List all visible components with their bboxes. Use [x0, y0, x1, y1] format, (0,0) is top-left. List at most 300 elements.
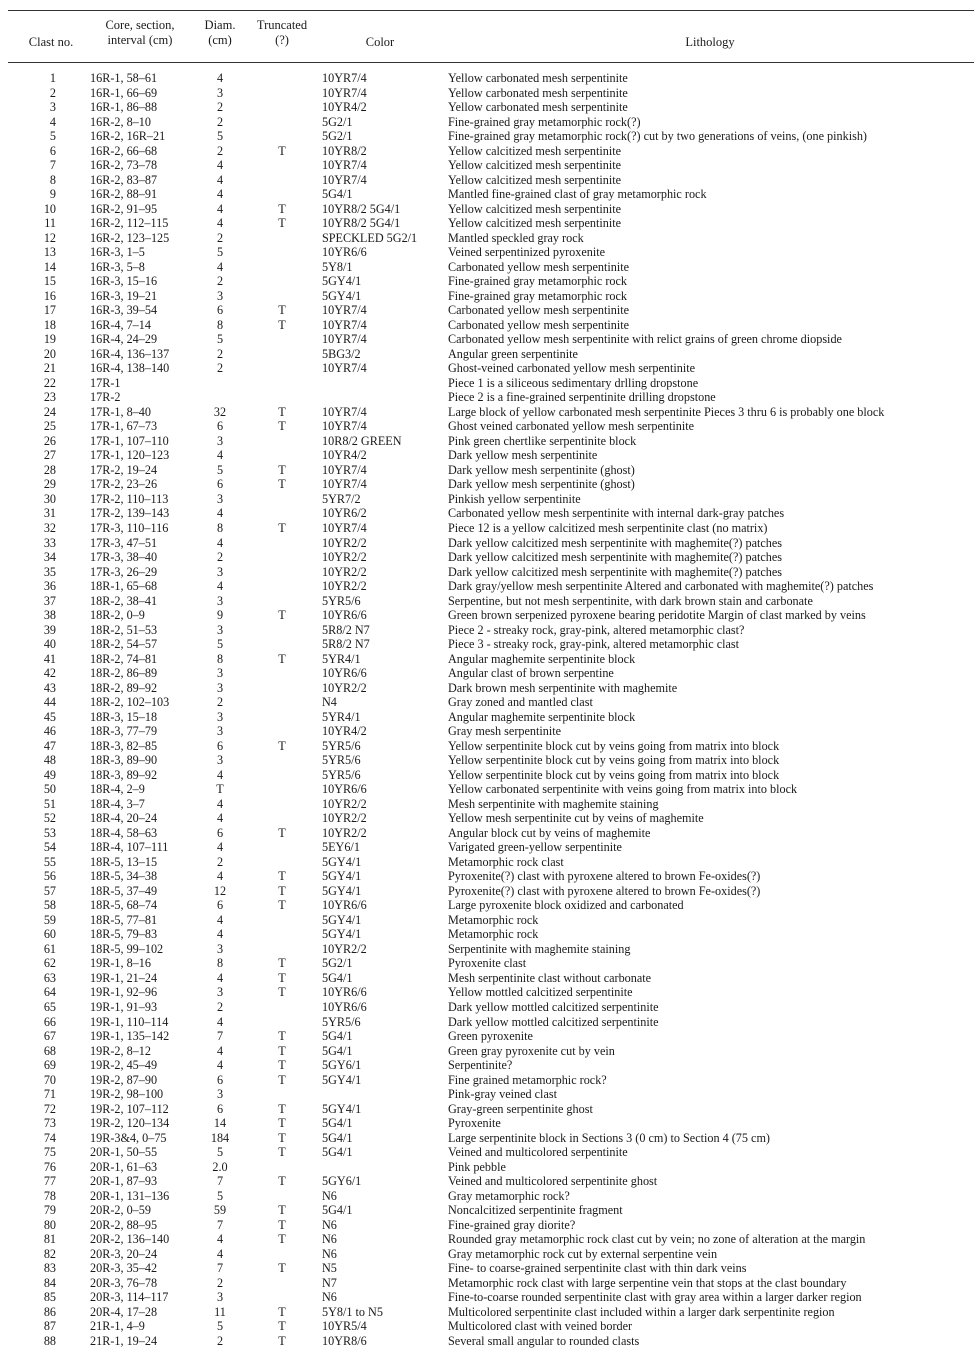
color-cell: 10YR7/4 — [322, 172, 367, 187]
table-row — [0, 579, 979, 594]
core-interval-cell: 18R-4, 107–111 — [90, 840, 169, 855]
diameter-cell: 12 — [213, 883, 227, 898]
truncated-cell: T — [278, 317, 286, 332]
diameter-cell: 2 — [216, 361, 224, 376]
diameter-cell: 6 — [216, 1101, 224, 1116]
clast-number-cell: 58 — [43, 898, 56, 913]
clast-number-cell: 6 — [49, 143, 56, 158]
lithology-cell: Carbonated yellow mesh serpentinite — [448, 259, 630, 274]
table-row — [0, 71, 979, 86]
color-cell: 5YR4/1 — [322, 709, 361, 724]
lithology-cell: Carbonated yellow mesh serpentinite — [448, 303, 630, 318]
clast-number-cell: 38 — [43, 608, 56, 623]
lithology-cell: Angular block cut by veins of maghemite — [448, 825, 651, 840]
lithology-cell: Yellow carbonated serpentinite with veins going from matrix into block — [448, 782, 798, 797]
clast-number-cell: 9 — [49, 187, 56, 202]
diameter-cell: 4 — [216, 535, 224, 550]
lithology-cell: Pyroxenite(?) clast with pyroxene altered to brown Fe-oxides(?) — [448, 869, 761, 884]
core-interval-cell: 16R-1, 66–69 — [90, 85, 158, 100]
table-row — [0, 1218, 979, 1233]
color-cell: 5G4/1 — [322, 1203, 353, 1218]
lithology-cell: Pink pebble — [448, 1159, 506, 1174]
lithology-cell: Gray zoned and mantled clast — [448, 695, 593, 710]
diameter-cell: 8 — [216, 520, 224, 535]
lithology-cell: Carbonated yellow mesh serpentinite with relict grains of green chrome diopside — [448, 332, 842, 347]
core-interval-cell: 20R-1, 61–63 — [90, 1159, 158, 1174]
table-row — [0, 448, 979, 463]
diameter-cell: 4 — [216, 1232, 224, 1247]
table-row — [0, 898, 979, 913]
clast-number-cell: 36 — [43, 579, 56, 594]
lithology-cell: Pink green chertlike serpentinite block — [448, 433, 637, 448]
table-row — [0, 1015, 979, 1030]
clast-number-cell: 73 — [43, 1116, 56, 1131]
table-row — [0, 115, 979, 130]
core-interval-cell: 16R-2, 83–87 — [90, 172, 158, 187]
color-cell: 5GY4/1 — [322, 854, 362, 869]
clast-number-cell: 5 — [49, 129, 56, 144]
core-interval-cell: 17R-1, 8–40 — [90, 404, 151, 419]
color-cell: 10YR6/6 — [322, 666, 367, 681]
color-cell: 5GY6/1 — [322, 1058, 362, 1073]
lithology-cell: Metamorphic rock — [448, 912, 539, 927]
clast-number-cell: 54 — [43, 840, 56, 855]
core-interval-cell: 19R-1, 135–142 — [90, 1029, 170, 1044]
color-cell: 10YR7/4 — [322, 303, 367, 318]
truncated-cell: T — [278, 477, 286, 492]
core-interval-cell: 18R-4, 20–24 — [90, 811, 158, 826]
table-row — [0, 536, 979, 551]
clast-number-cell: 88 — [43, 1333, 56, 1348]
diameter-cell: 4 — [216, 869, 224, 884]
color-cell: N7 — [322, 1275, 337, 1290]
clast-number-cell: 24 — [43, 404, 56, 419]
color-cell: 5R8/2 N7 — [322, 637, 370, 652]
core-interval-cell: 18R-4, 2–9 — [90, 782, 145, 797]
color-cell: 5YR5/6 — [322, 593, 361, 608]
diameter-cell: 4 — [216, 912, 224, 927]
table-row — [0, 1174, 979, 1189]
clast-number-cell: 66 — [43, 1014, 56, 1029]
color-cell: 10YR7/4 — [322, 71, 367, 85]
clast-number-cell: 2 — [49, 85, 56, 100]
color-cell: 5GY4/1 — [322, 1072, 362, 1087]
truncated-cell: T — [278, 869, 286, 884]
diameter-cell: 3 — [216, 680, 224, 695]
core-interval-cell: 18R-2, 102–103 — [90, 695, 170, 710]
table-row — [0, 100, 979, 115]
lithology-cell: Yellow mottled calcitized serpentinite — [448, 985, 633, 1000]
table-row — [0, 753, 979, 768]
core-interval-cell: 20R-3, 114–117 — [90, 1290, 169, 1305]
clast-number-cell: 77 — [43, 1174, 56, 1189]
color-cell: 5GY4/1 — [322, 274, 362, 289]
table-row — [0, 608, 979, 623]
color-cell: 5YR5/6 — [322, 767, 361, 782]
color-cell: 10YR7/4 — [322, 158, 367, 173]
truncated-cell: T — [278, 1029, 286, 1044]
clast-number-cell: 43 — [43, 680, 56, 695]
lithology-cell: Mesh serpentinite with maghemite staining — [448, 796, 659, 811]
clast-number-cell: 76 — [43, 1159, 56, 1174]
color-cell: N6 — [322, 1246, 337, 1261]
table-row — [0, 1203, 979, 1218]
diameter-cell: 2.0 — [212, 1159, 228, 1174]
clast-number-cell: 37 — [43, 593, 56, 608]
diameter-cell: 4 — [216, 172, 224, 187]
table-row — [0, 1131, 979, 1146]
lithology-cell: Yellow carbonated mesh serpentinite — [448, 85, 628, 100]
clast-number-cell: 71 — [43, 1087, 56, 1102]
core-interval-cell: 18R-5, 68–74 — [90, 898, 158, 913]
truncated-cell: T — [278, 608, 286, 623]
lithology-cell: Veined serpentinized pyroxenite — [448, 245, 606, 260]
lithology-cell: Dark yellow calcitized mesh serpentinite with maghemite(?) patches — [448, 564, 783, 579]
table-row — [0, 942, 979, 957]
lithology-cell: Fine-grained gray metamorphic rock — [448, 274, 628, 289]
color-cell: 10YR7/4 — [322, 317, 367, 332]
core-interval-cell: 17R-1, 67–73 — [90, 419, 158, 434]
lithology-cell: Fine- to coarse-grained serpentinite clast with thin dark veins — [448, 1261, 747, 1276]
color-cell: N5 — [322, 1261, 337, 1276]
color-cell: 5BG3/2 — [322, 346, 361, 361]
table-row — [0, 724, 979, 739]
color-cell: 5G4/1 — [322, 970, 353, 985]
header-diam-line1: Diam. — [204, 18, 236, 32]
table-row — [0, 1334, 979, 1349]
table-row — [0, 158, 979, 173]
clast-number-cell: 12 — [43, 230, 56, 245]
lithology-cell: Green brown serpenized pyroxene bearing peridotite Margin of clast marked by veins — [448, 608, 866, 623]
lithology-cell: Metamorphic rock clast with large serpentine vein that stops at the clast boundary — [448, 1275, 847, 1290]
color-cell: N6 — [322, 1217, 337, 1232]
table-row — [0, 855, 979, 870]
lithology-cell: Angular clast of brown serpentine — [448, 666, 614, 681]
color-cell: N4 — [322, 695, 337, 710]
core-interval-cell: 19R-1, 110–114 — [90, 1014, 169, 1029]
diameter-cell: 4 — [216, 927, 224, 942]
clast-number-cell: 13 — [43, 245, 56, 260]
color-cell: 5YR5/6 — [322, 1014, 361, 1029]
truncated-cell: T — [278, 1116, 286, 1131]
lithology-cell: Piece 2 - streaky rock, gray-pink, altered metamorphic clast? — [448, 622, 745, 637]
color-cell: 10YR8/6 — [322, 1333, 367, 1348]
color-cell: 5G2/1 — [322, 129, 353, 144]
core-interval-cell: 20R-1, 131–136 — [90, 1188, 170, 1203]
header-clast-no — [18, 35, 84, 50]
diameter-cell: 4 — [216, 158, 224, 173]
clast-number-cell: 50 — [43, 782, 56, 797]
core-interval-cell: 16R-4, 7–14 — [90, 317, 151, 332]
lithology-cell: Dark brown mesh serpentinite with maghemite — [448, 680, 678, 695]
lithology-cell: Fine-to-coarse rounded serpentinite clast with gray area within a larger darker region — [448, 1290, 862, 1305]
core-interval-cell: 19R-2, 45–49 — [90, 1058, 158, 1073]
diameter-cell: 4 — [216, 840, 224, 855]
color-cell: 5EY6/1 — [322, 840, 360, 855]
color-cell: 10YR2/2 — [322, 680, 367, 695]
clast-number-cell: 19 — [43, 332, 56, 347]
table-row — [0, 173, 979, 188]
color-cell: 10YR7/4 — [322, 85, 367, 100]
core-interval-cell: 16R-3, 39–54 — [90, 303, 158, 318]
core-interval-cell: 17R-3, 38–40 — [90, 550, 158, 565]
lithology-cell: Noncalcitized serpentinite fragment — [448, 1203, 623, 1218]
table-row — [0, 521, 979, 536]
lithology-cell: Angular green serpentinite — [448, 346, 578, 361]
diameter-cell: 2 — [216, 854, 224, 869]
lithology-cell: Fine grained metamorphic rock? — [448, 1072, 607, 1087]
table-row — [0, 1276, 979, 1291]
core-interval-cell: 18R-5, 37–49 — [90, 883, 158, 898]
core-interval-cell: 17R-3, 47–51 — [90, 535, 158, 550]
truncated-cell: T — [278, 1333, 286, 1348]
table-row — [0, 1189, 979, 1204]
lithology-cell: Piece 12 is a yellow calcitized mesh serpentinite clast (no matrix) — [448, 520, 768, 535]
lithology-cell: Metamorphic rock clast — [448, 854, 564, 869]
core-interval-cell: 18R-3, 82–85 — [90, 738, 158, 753]
diameter-cell: 2 — [216, 1333, 224, 1348]
diameter-cell: 3 — [216, 1290, 224, 1305]
table-row — [0, 826, 979, 841]
diameter-cell: 3 — [216, 666, 224, 681]
diameter-cell: 3 — [216, 709, 224, 724]
clast-number-cell: 57 — [43, 883, 56, 898]
color-cell: 10YR8/2 5G4/1 — [322, 216, 401, 231]
color-cell: 5G4/1 — [322, 1043, 353, 1058]
lithology-cell: Gray metamorphic rock? — [448, 1188, 570, 1203]
lithology-cell: Dark yellow calcitized mesh serpentinite with maghemite(?) patches — [448, 550, 783, 565]
table-row — [0, 1000, 979, 1015]
color-cell: 10YR2/2 — [322, 550, 367, 565]
core-interval-cell: 16R-2, 73–78 — [90, 158, 158, 173]
table-row — [0, 1073, 979, 1088]
color-cell: 10R8/2 GREEN — [322, 433, 402, 448]
diameter-cell: 6 — [216, 303, 224, 318]
core-interval-cell: 16R-1, 58–61 — [90, 71, 158, 85]
color-cell: 10YR2/2 — [322, 796, 367, 811]
clast-number-cell: 42 — [43, 666, 56, 681]
lithology-cell: Green pyroxenite — [448, 1029, 533, 1044]
core-interval-cell: 18R-2, 38–41 — [90, 593, 158, 608]
diameter-cell: 4 — [216, 216, 224, 231]
lithology-cell: Pyroxenite(?) clast with pyroxene altered to brown Fe-oxides(?) — [448, 883, 761, 898]
core-interval-cell: 19R-2, 107–112 — [90, 1101, 169, 1116]
lithology-cell: Angular maghemite serpentinite block — [448, 709, 636, 724]
lithology-cell: Angular maghemite serpentinite block — [448, 651, 636, 666]
color-cell: 5GY4/1 — [322, 288, 362, 303]
color-cell: 5G4/1 — [322, 1145, 353, 1160]
core-interval-cell: 19R-2, 98–100 — [90, 1087, 164, 1102]
clast-number-cell: 29 — [43, 477, 56, 492]
core-interval-cell: 16R-2, 123–125 — [90, 230, 170, 245]
lithology-cell: Fine-grained gray metamorphic rock(?) — [448, 114, 641, 129]
clast-number-cell: 14 — [43, 259, 56, 274]
table-row — [0, 332, 979, 347]
header-core-line1: Core, section, — [105, 18, 175, 32]
lithology-cell: Large block of yellow carbonated mesh serpentinite Pieces 3 thru 6 is probably one block — [448, 404, 885, 419]
clast-number-cell: 84 — [43, 1275, 56, 1290]
lithology-cell: Gray metamorphic rock cut by external serpentine vein — [448, 1246, 718, 1261]
table-row — [0, 1305, 979, 1320]
color-cell: 5YR5/6 — [322, 753, 361, 768]
clast-number-cell: 3 — [49, 100, 56, 115]
table-row — [0, 695, 979, 710]
diameter-cell: 2 — [216, 274, 224, 289]
header-trunc-line1: Truncated — [256, 18, 308, 32]
core-interval-cell: 17R-2, 110–113 — [90, 491, 169, 506]
color-cell: 10YR2/2 — [322, 535, 367, 550]
core-interval-cell: 18R-2, 89–92 — [90, 680, 158, 695]
lithology-cell: Metamorphic rock — [448, 927, 539, 942]
diameter-cell: 2 — [216, 550, 224, 565]
lithology-cell: Gray mesh serpentinite — [448, 724, 562, 739]
table-row — [0, 884, 979, 899]
lithology-cell: Ghost veined carbonated yellow mesh serpentinite — [448, 419, 695, 434]
lithology-cell: Mantled fine-grained clast of gray metamorphic rock — [448, 187, 707, 202]
table-row — [0, 840, 979, 855]
diameter-cell: 6 — [216, 738, 224, 753]
clast-number-cell: 8 — [49, 172, 56, 187]
lithology-cell: Large serpentinite block in Sections 3 (0 cm) to Section 4 (75 cm) — [448, 1130, 770, 1145]
clast-number-cell: 32 — [43, 520, 56, 535]
diameter-cell: 4 — [216, 970, 224, 985]
lithology-cell: Pyroxenite clast — [448, 956, 527, 971]
lithology-cell: Ghost-veined carbonated yellow mesh serpentinite — [448, 361, 696, 376]
truncated-cell: T — [278, 1130, 286, 1145]
table-row — [0, 797, 979, 812]
color-cell: 5G4/1 — [322, 1029, 353, 1044]
diameter-cell: 4 — [216, 1058, 224, 1073]
color-cell: 10YR5/4 — [322, 1319, 367, 1334]
core-interval-cell: 18R-5, 99–102 — [90, 941, 164, 956]
table-row — [0, 492, 979, 507]
table-row — [0, 811, 979, 826]
clast-number-cell: 48 — [43, 753, 56, 768]
lithology-cell: Large pyroxenite block oxidized and carbonated — [448, 898, 684, 913]
core-interval-cell: 18R-3, 89–90 — [90, 753, 158, 768]
diameter-cell: 4 — [216, 1246, 224, 1261]
core-interval-cell: 19R-1, 91–93 — [90, 1000, 158, 1014]
lithology-cell: Pyroxenite — [448, 1116, 501, 1131]
table-row — [0, 376, 979, 391]
truncated-cell: T — [278, 201, 286, 216]
core-interval-cell: 18R-5, 77–81 — [90, 912, 158, 927]
color-cell: 5G2/1 — [322, 956, 353, 971]
diameter-cell: 3 — [216, 724, 224, 739]
truncated-cell: T — [278, 1304, 286, 1319]
clast-number-cell: 55 — [43, 854, 56, 869]
table-row — [0, 869, 979, 884]
color-cell: 10YR6/6 — [322, 898, 367, 913]
clast-number-cell: 23 — [43, 390, 56, 405]
truncated-cell: T — [278, 651, 286, 666]
diameter-cell: 3 — [216, 564, 224, 579]
lithology-cell: Pink-gray veined clast — [448, 1087, 557, 1102]
diameter-cell: 7 — [216, 1217, 224, 1232]
table-row — [0, 927, 979, 942]
core-interval-cell: 16R-3, 1–5 — [90, 245, 145, 260]
lithology-cell: Yellow carbonated mesh serpentinite — [448, 100, 628, 115]
diameter-cell: 8 — [216, 956, 224, 971]
clast-number-cell: 72 — [43, 1101, 56, 1116]
header-diam-line2: (cm) — [208, 33, 232, 47]
color-cell: 5YR5/6 — [322, 738, 361, 753]
core-interval-cell: 17R-2, 139–143 — [90, 506, 170, 521]
diameter-cell: 6 — [216, 898, 224, 913]
clast-number-cell: 49 — [43, 767, 56, 782]
table-body — [0, 71, 979, 1348]
table-top-rule — [8, 10, 974, 11]
diameter-cell: 3 — [216, 622, 224, 637]
core-interval-cell: 19R-3&4, 0–75 — [90, 1130, 167, 1145]
table-row — [0, 1319, 979, 1334]
truncated-cell: T — [278, 1145, 286, 1160]
diameter-cell: 4 — [216, 506, 224, 521]
color-cell: 10YR4/2 — [322, 448, 367, 463]
header-core-line2: interval (cm) — [107, 33, 173, 47]
color-cell: N6 — [322, 1232, 337, 1247]
clast-number-cell: 1 — [49, 71, 56, 85]
clast-number-cell: 15 — [43, 274, 56, 289]
diameter-cell: 2 — [216, 1275, 224, 1290]
color-cell: 5Y8/1 to N5 — [322, 1304, 383, 1319]
core-interval-cell: 20R-3, 76–78 — [90, 1275, 158, 1290]
clast-number-cell: 65 — [43, 1000, 56, 1014]
lithology-cell: Dark yellow mesh serpentinite (ghost) — [448, 462, 635, 477]
color-cell: 10YR6/6 — [322, 245, 367, 260]
lithology-cell: Gray-green serpentinite ghost — [448, 1101, 593, 1116]
diameter-cell: 2 — [216, 346, 224, 361]
diameter-cell: 5 — [216, 462, 224, 477]
lithology-cell: Dark gray/yellow mesh serpentinite Altered and carbonated with maghemite(?) patches — [448, 579, 874, 594]
core-interval-cell: 16R-2, 66–68 — [90, 143, 158, 158]
diameter-cell: 3 — [216, 288, 224, 303]
color-cell: 5Y8/1 — [322, 259, 353, 274]
color-cell: 5G4/1 — [322, 187, 353, 202]
lithology-cell: Yellow calcitized mesh serpentinite — [448, 158, 622, 173]
truncated-cell: T — [278, 883, 286, 898]
diameter-cell: 3 — [216, 985, 224, 1000]
clast-number-cell: 82 — [43, 1246, 56, 1261]
truncated-cell: T — [278, 738, 286, 753]
clast-number-cell: 63 — [43, 970, 56, 985]
core-interval-cell: 20R-4, 17–28 — [90, 1304, 158, 1319]
color-cell: 10YR7/4 — [322, 361, 367, 376]
color-cell: 10YR8/2 — [322, 143, 367, 158]
table-row — [0, 1261, 979, 1276]
diameter-cell: 11 — [214, 1304, 226, 1319]
clast-number-cell: 61 — [43, 941, 56, 956]
diameter-cell: 5 — [216, 245, 224, 260]
core-interval-cell: 19R-2, 8–12 — [90, 1043, 151, 1058]
diameter-cell: 4 — [216, 187, 224, 202]
lithology-cell: Veined and multicolored serpentinite — [448, 1145, 628, 1160]
table-row — [0, 144, 979, 159]
color-cell: 5GY4/1 — [322, 869, 362, 884]
table-row — [0, 1044, 979, 1059]
clast-number-cell: 11 — [44, 216, 56, 231]
lithology-cell: Serpentinite? — [448, 1058, 513, 1073]
diameter-cell: 3 — [216, 593, 224, 608]
core-interval-cell: 18R-2, 51–53 — [90, 622, 158, 637]
diameter-cell: 3 — [216, 433, 224, 448]
core-interval-cell: 18R-5, 34–38 — [90, 869, 158, 884]
truncated-cell: T — [278, 1232, 286, 1247]
core-interval-cell: 19R-1, 21–24 — [90, 970, 158, 985]
truncated-cell: T — [278, 985, 286, 1000]
color-cell: 10YR6/6 — [322, 608, 367, 623]
color-cell: 10YR7/4 — [322, 404, 367, 419]
